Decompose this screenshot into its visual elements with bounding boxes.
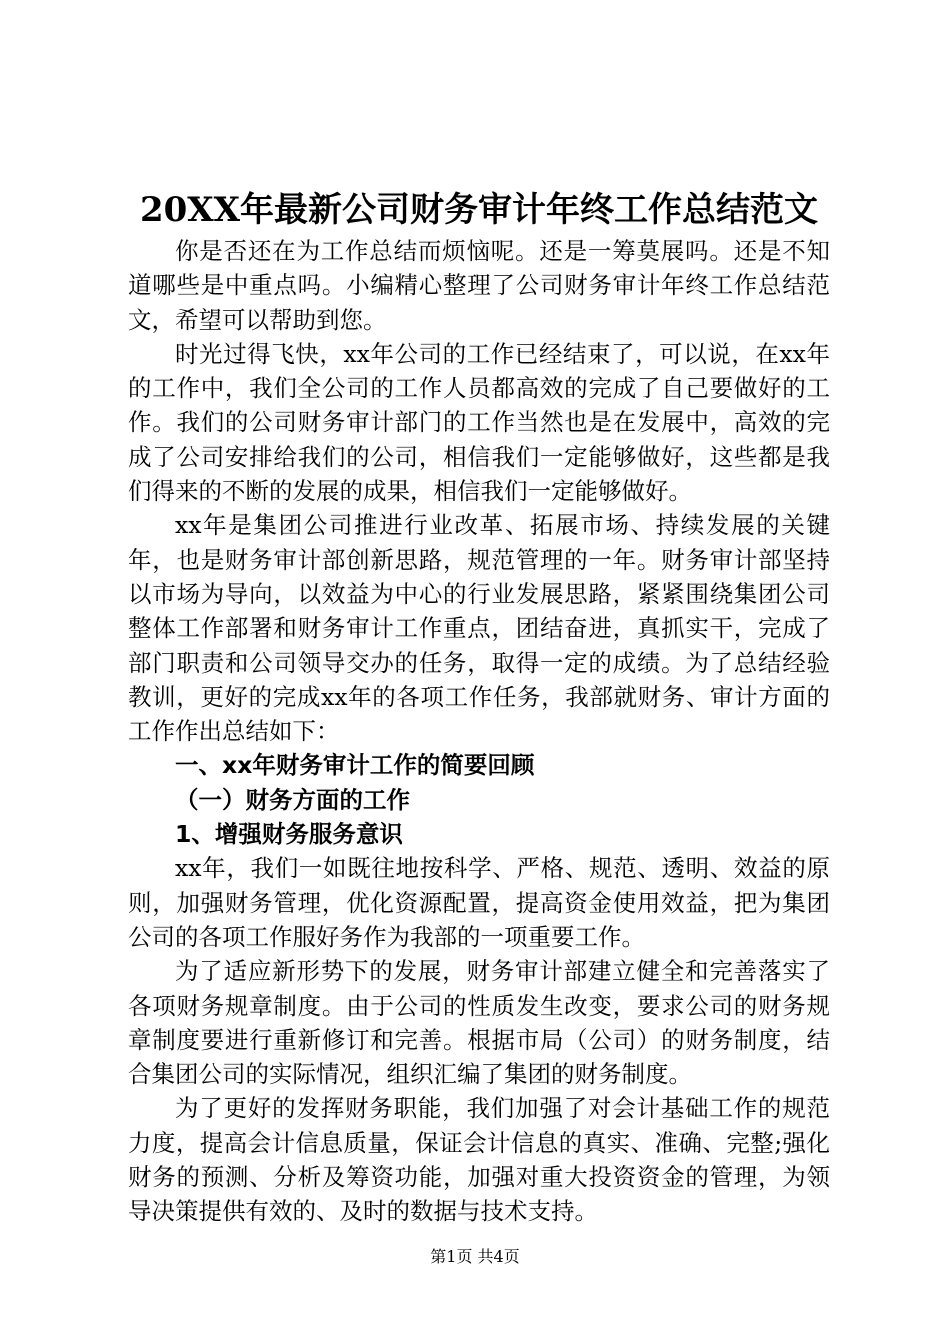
paragraph-4: xx年，我们一如既往地按科学、严格、规范、透明、效益的原则，加强财务管理，优化资源配置，提高资金使用效益，把为集团公司的各项工作服好务作为我部的一项重要工作。 bbox=[128, 854, 830, 951]
document-body bbox=[128, 186, 830, 1229]
section-heading-1: 一、xx年财务审计工作的简要回顾 bbox=[175, 751, 535, 780]
subsection-heading-1: （一）财务方面的工作 bbox=[175, 785, 410, 814]
paragraph-3: xx年是集团公司推进行业改革、拓展市场、持续发展的关键年，也是财务审计部创新思路，规范管理的一年。财务审计部坚持以市场为导向，以效益为中心的行业发展思路，紧紧围绕集团公司整体工作部署和财务审计工作重点，团结奋进，真抓实干，完成了部门职责和公司领导交办的任务，取得一定的成绩。为了总结经验教训，更好的完成xx年的各项工作任务，我部就财务、审计方面的工作作出总结如下： bbox=[128, 511, 830, 746]
item-heading-1: 1、增强财务服务意识 bbox=[175, 820, 403, 849]
paragraph-2: 时光过得飞快，xx年公司的工作已经结束了，可以说，在xx年的工作中，我们全公司的工作人员都高效的完成了自己要做好的工作。我们的公司财务审计部门的工作当然也是在发展中，高效的完成了公司安排给我们的公司，相信我们一定能够做好，这些都是我们得来的不断的发展的成果，相信我们一定能够做好。 bbox=[128, 339, 830, 506]
paragraph-5: 为了适应新形势下的发展，财务审计部建立健全和完善落实了各项财务规章制度。由于公司的性质发生改变，要求公司的财务规章制度要进行重新修订和完善。根据市局（公司）的财务制度，结合集团公司的实际情况，组织汇编了集团的财务制度。 bbox=[128, 957, 830, 1089]
paragraph-6: 为了更好的发挥财务职能，我们加强了对会计基础工作的规范力度，提高会计信息质量，保证会计信息的真实、准确、完整;强化财务的预测、分析及筹资功能，加强对重大投资资金的管理，为领导决策提供有效的、及时的数据与技术支持。 bbox=[128, 1094, 830, 1226]
document-title: 20XX年最新公司财务审计年终工作总结范文 bbox=[139, 190, 819, 230]
page-footer: 第1页 共4页 bbox=[430, 1247, 520, 1266]
paragraph-intro: 你是否还在为工作总结而烦恼呢。还是一筹莫展吗。还是不知道哪些是中重点吗。小编精心整理了公司财务审计年终工作总结范文，希望可以帮助到您。 bbox=[128, 237, 830, 334]
